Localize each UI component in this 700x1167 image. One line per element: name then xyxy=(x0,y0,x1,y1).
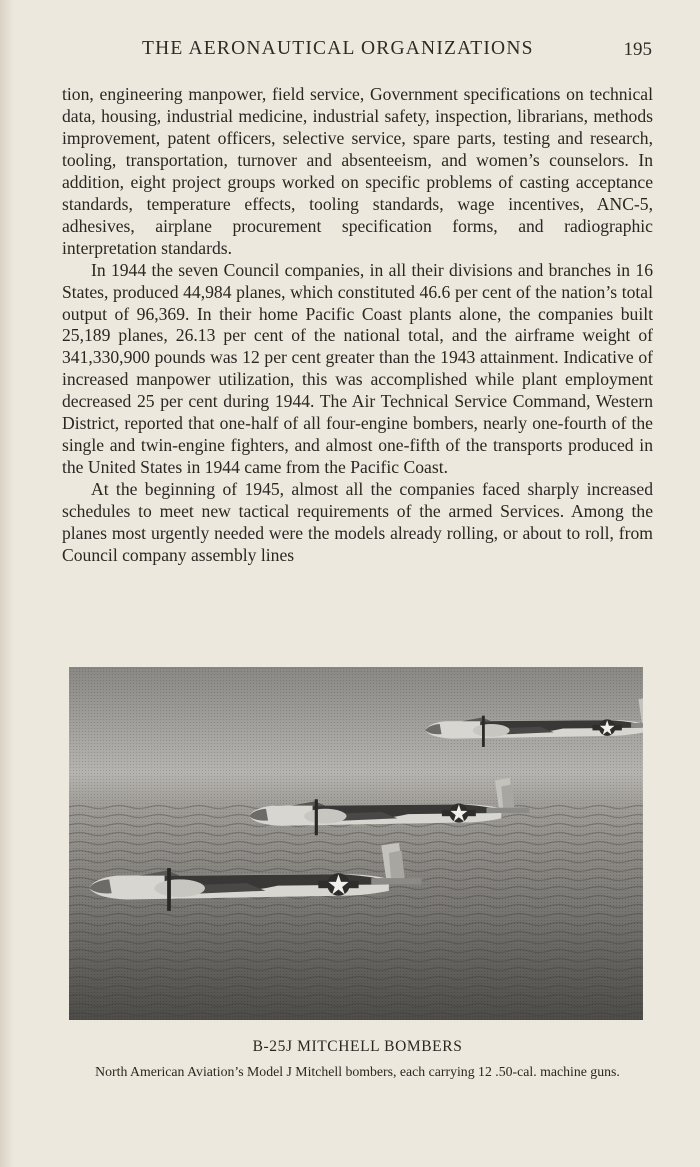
figure-caption-title: B-25J MITCHELL BOMBERS xyxy=(252,1038,463,1055)
paragraph-1: tion, engineering manpower, field service, Government specifications on technical data, housing, industrial medicine, industrial safety, inspection, librarians, methods improvement, patent officers, selective service, spare parts, testing and research, tooling, transportation, turnover and absenteeism, and women’s counselors. In addition, eight project groups worked on specific problems of casting acceptance standards, temperature effects, tooling standards, wage incentives, ANC-5, adhesives, airplane procurement specification forms, and radiographic interpretation standards. xyxy=(62,84,653,258)
bomber-photograph xyxy=(69,667,643,1020)
page-number: 195 xyxy=(623,39,652,60)
page-edge-shadow xyxy=(0,0,14,1167)
page-header xyxy=(62,38,652,64)
figure-caption-text: North American Aviation’s Model J Mitchell bombers, each carrying 12 .50-cal. machine guns. xyxy=(95,1064,620,1079)
paragraph-2: In 1944 the seven Council companies, in all their divisions and branches in 16 States, produced 44,984 planes, which constituted 46.6 per cent of the nation’s total output of 96,369. In their home Pacific Coast plants alone, the companies built 25,189 planes, 26.13 per cent of the national total, and the airframe weight of 341,330,900 pounds was 12 per cent greater than the 1943 attainment. Indicative of increased manpower utilization, this was accomplished while plant employment decreased 25 per cent during 1944. The Air Technical Service Command, Western District, reported that one-half of all four-engine bombers, nearly one-fourth of the single and twin-engine fighters, and almost one-fifth of the transports produced in the United States in 1944 came from the Pacific Coast. xyxy=(62,259,653,478)
body-text xyxy=(62,84,653,567)
paragraph-3: At the beginning of 1945, almost all the companies faced sharply increased schedules to meet new tactical requirements of the armed Services. Among the planes most urgently needed were the models already rolling, or about to roll, from Council company assembly lines xyxy=(62,479,653,566)
running-head: THE AERONAUTICAL ORGANIZATIONS xyxy=(142,38,534,59)
